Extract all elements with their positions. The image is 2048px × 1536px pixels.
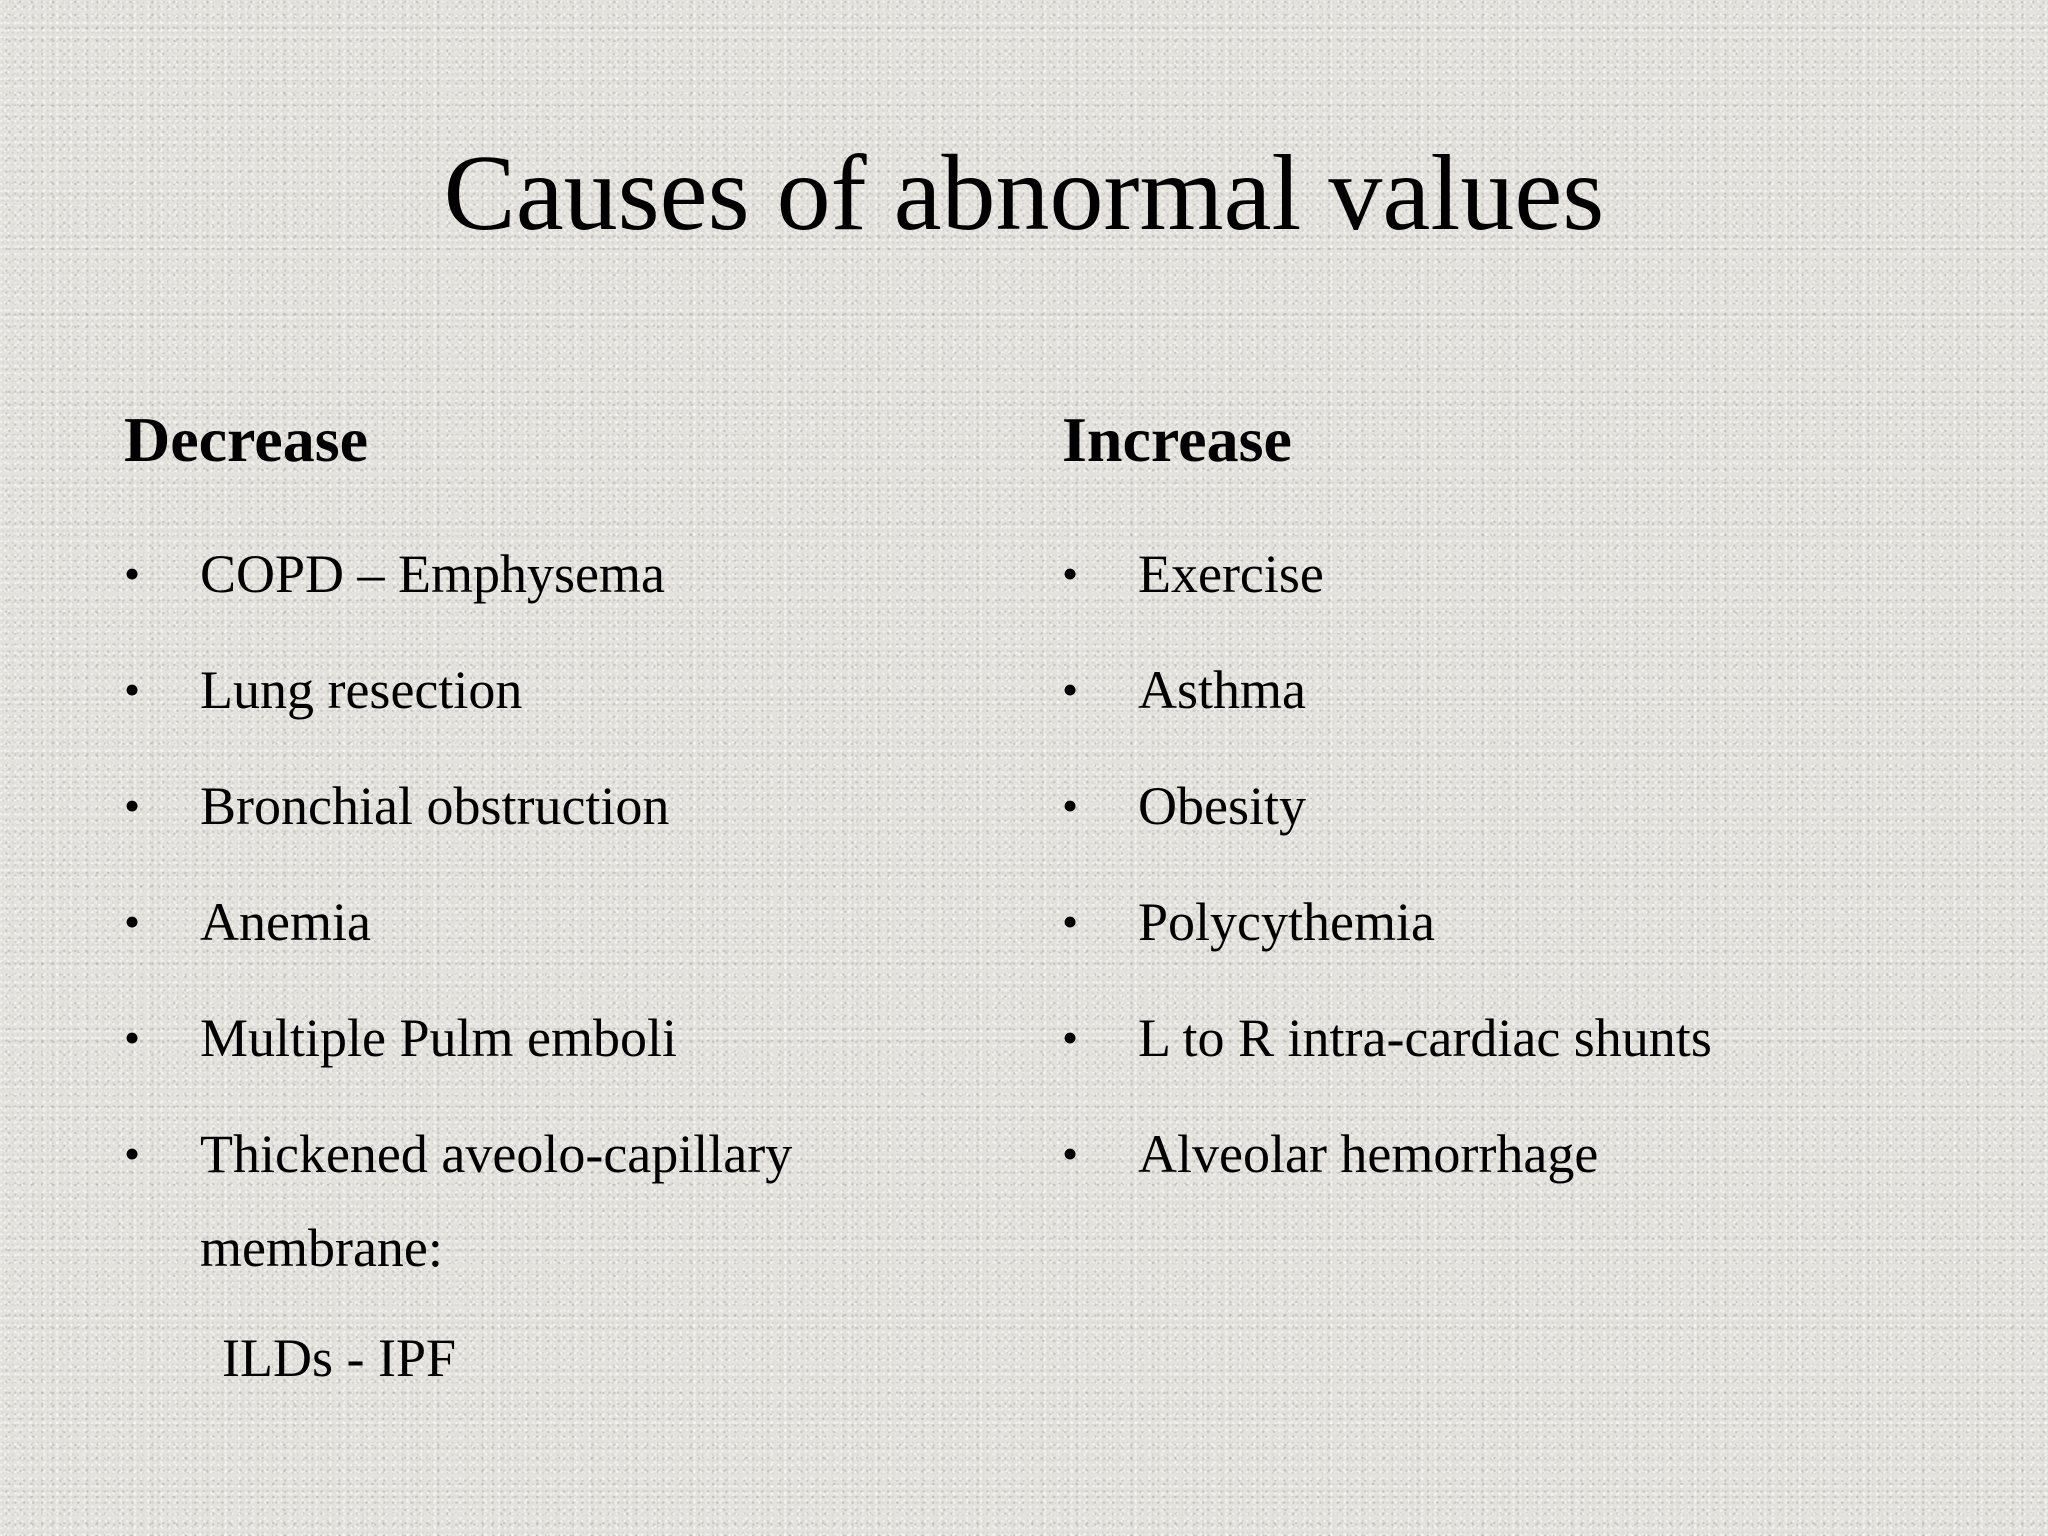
list-item-text: Exercise — [1138, 544, 1324, 604]
list-item — [1062, 748, 1962, 864]
list-item-text: Lung resection — [200, 660, 523, 720]
list-item-text: Obesity — [1138, 776, 1306, 836]
list-item-text: Polycythemia — [1138, 892, 1435, 952]
list-item — [124, 632, 984, 748]
bullet-icon: • — [124, 1012, 141, 1063]
bullet-icon: • — [1062, 664, 1079, 715]
list-item-text: Bronchial obstruction — [200, 776, 670, 836]
list-item — [1062, 632, 1962, 748]
list-item-text: Asthma — [1138, 660, 1306, 720]
list-item — [1062, 980, 1962, 1096]
bullet-icon: • — [124, 664, 141, 715]
bullet-icon: • — [124, 896, 141, 947]
list-item-text: COPD – Emphysema — [200, 544, 665, 604]
list-item-text: Alveolar hemorrhage — [1138, 1124, 1599, 1184]
list-item-continuation: membrane: — [200, 1218, 443, 1278]
increase-column — [1062, 400, 1962, 1212]
list-item-sub-text: ILDs - IPF — [222, 1328, 457, 1388]
increase-list — [1062, 516, 1962, 1212]
list-item-text: L to R intra-cardiac shunts — [1138, 1008, 1712, 1068]
list-item-text: Multiple Pulm emboli — [200, 1008, 678, 1068]
bullet-icon: • — [1062, 548, 1079, 599]
decrease-heading: Decrease — [124, 404, 368, 475]
list-item — [124, 980, 984, 1096]
bullet-icon: • — [1062, 1128, 1079, 1179]
bullet-icon: • — [1062, 780, 1079, 831]
list-item — [124, 1096, 984, 1418]
list-item-text: Thickened aveolo-capillary — [200, 1124, 793, 1184]
list-item — [1062, 516, 1962, 632]
bullet-icon: • — [124, 548, 141, 599]
list-item — [1062, 1096, 1962, 1212]
list-item — [124, 748, 984, 864]
bullet-icon: • — [124, 1128, 141, 1179]
list-item — [124, 516, 984, 632]
list-item — [1062, 864, 1962, 980]
increase-heading: Increase — [1062, 404, 1292, 475]
list-item-text: Anemia — [200, 892, 371, 952]
bullet-icon: • — [1062, 896, 1079, 947]
list-item — [124, 864, 984, 980]
slide-title: Causes of abnormal values — [443, 134, 1605, 253]
decrease-column — [124, 400, 984, 1418]
bullet-icon: • — [1062, 1012, 1079, 1063]
bullet-icon: • — [124, 780, 141, 831]
decrease-list — [124, 516, 984, 1418]
